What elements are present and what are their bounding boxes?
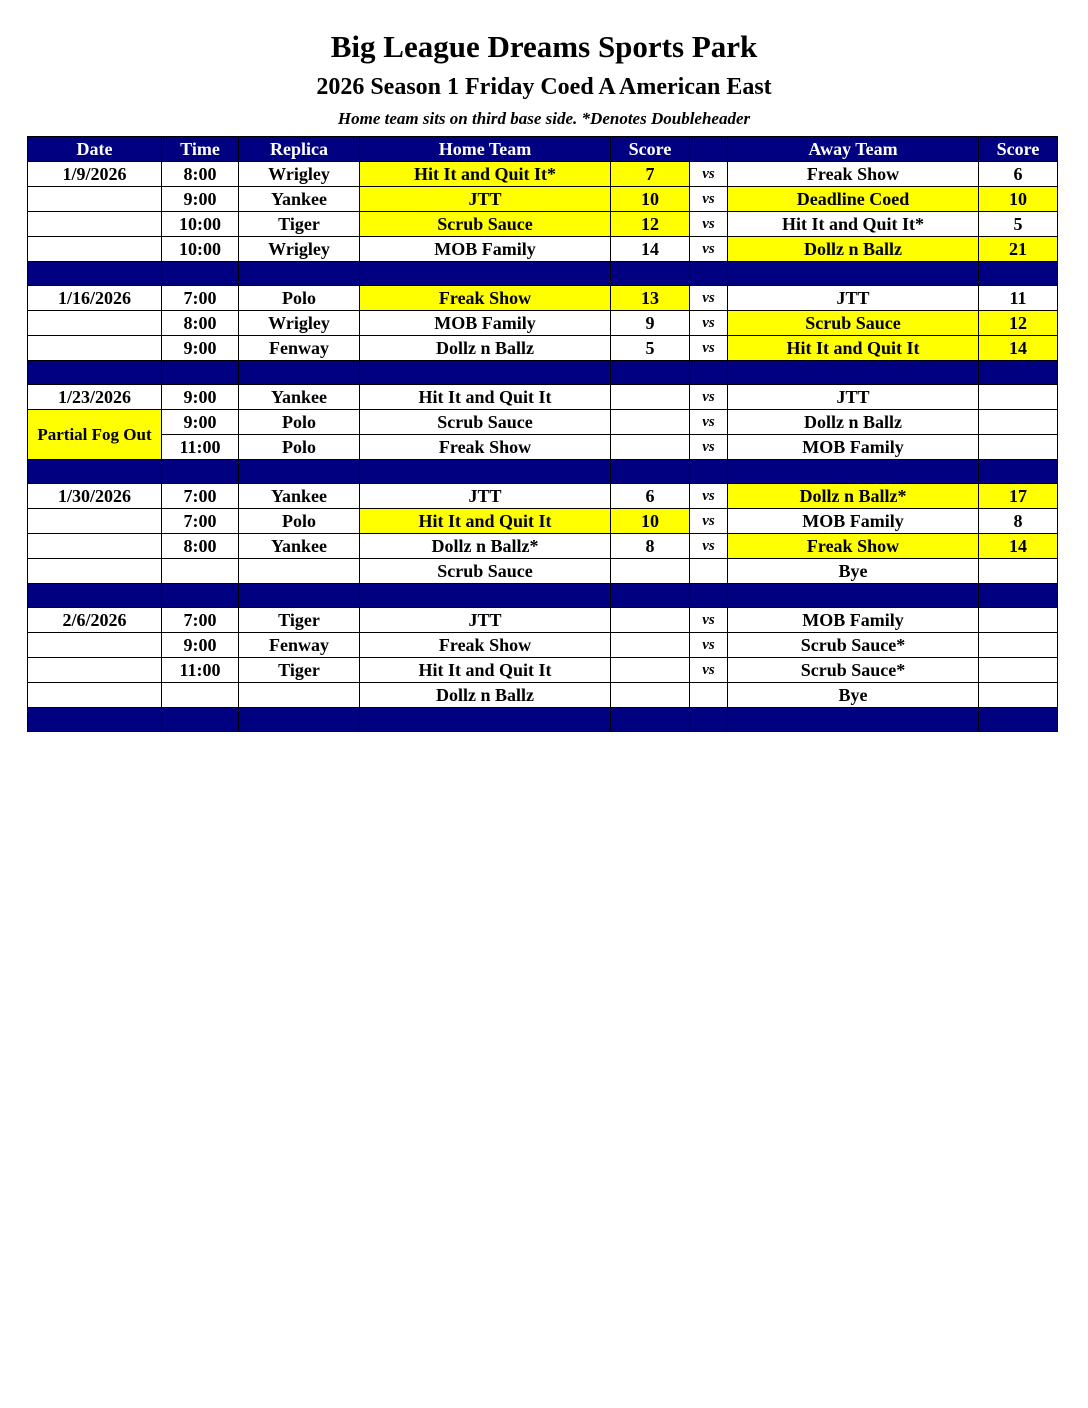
week-separator — [28, 708, 1058, 732]
schedule-subtitle: 2026 Season 1 Friday Coed A American East — [316, 74, 772, 100]
separator-cell — [360, 708, 611, 732]
separator-cell — [162, 708, 239, 732]
away-team: MOB Family — [728, 435, 979, 460]
separator-cell — [979, 361, 1058, 385]
separator-cell — [162, 460, 239, 484]
separator-cell — [28, 361, 162, 385]
home-score — [611, 633, 690, 658]
home-team: JTT — [360, 608, 611, 633]
week-separator — [28, 262, 1058, 286]
away-score — [979, 435, 1058, 460]
home-score: 9 — [611, 311, 690, 336]
game-row — [28, 559, 1058, 584]
game-time: 10:00 — [162, 212, 239, 237]
home-score: 14 — [611, 237, 690, 262]
game-date: 2/6/2026 — [28, 608, 162, 633]
separator-cell — [979, 584, 1058, 608]
game-time — [162, 559, 239, 584]
separator-cell — [360, 361, 611, 385]
home-score: 7 — [611, 162, 690, 187]
away-score: 14 — [979, 336, 1058, 361]
date-cell — [28, 187, 162, 212]
away-score: 14 — [979, 534, 1058, 559]
game-date: 1/30/2026 — [28, 484, 162, 509]
home-score — [611, 559, 690, 584]
week-separator — [28, 361, 1058, 385]
vs-label: vs — [690, 286, 728, 311]
field-replica: Tiger — [239, 608, 360, 633]
away-score — [979, 410, 1058, 435]
separator-cell — [690, 584, 728, 608]
game-time: 9:00 — [162, 336, 239, 361]
home-team: JTT — [360, 484, 611, 509]
field-replica: Polo — [239, 286, 360, 311]
away-team: Bye — [728, 559, 979, 584]
separator-cell — [728, 460, 979, 484]
game-date: 1/23/2026 — [28, 385, 162, 410]
separator-cell — [239, 361, 360, 385]
home-team: Freak Show — [360, 286, 611, 311]
field-replica: Tiger — [239, 212, 360, 237]
away-score: 5 — [979, 212, 1058, 237]
game-row — [28, 311, 1058, 336]
separator-cell — [690, 460, 728, 484]
away-team: JTT — [728, 385, 979, 410]
away-score: 21 — [979, 237, 1058, 262]
field-replica: Yankee — [239, 484, 360, 509]
separator-cell — [239, 708, 360, 732]
field-replica: Tiger — [239, 658, 360, 683]
away-team: Scrub Sauce* — [728, 633, 979, 658]
vs-label — [690, 559, 728, 584]
date-cell — [28, 336, 162, 361]
col-header-vs — [690, 137, 728, 162]
field-replica: Polo — [239, 435, 360, 460]
separator-cell — [162, 361, 239, 385]
separator-cell — [28, 460, 162, 484]
away-score: 17 — [979, 484, 1058, 509]
schedule-body — [28, 162, 1058, 732]
game-row — [28, 162, 1058, 187]
date-cell — [28, 311, 162, 336]
vs-label: vs — [690, 212, 728, 237]
home-score: 5 — [611, 336, 690, 361]
date-cell — [28, 658, 162, 683]
game-time: 8:00 — [162, 162, 239, 187]
game-time: 9:00 — [162, 633, 239, 658]
field-replica: Polo — [239, 410, 360, 435]
separator-cell — [611, 708, 690, 732]
col-header-away-score: Score — [979, 137, 1058, 162]
separator-cell — [979, 708, 1058, 732]
away-score: 6 — [979, 162, 1058, 187]
vs-label: vs — [690, 534, 728, 559]
away-team: Scrub Sauce* — [728, 658, 979, 683]
game-row — [28, 435, 1058, 460]
home-score: 10 — [611, 509, 690, 534]
game-time: 9:00 — [162, 187, 239, 212]
field-replica: Wrigley — [239, 311, 360, 336]
vs-label: vs — [690, 162, 728, 187]
home-team: Dollz n Ballz — [360, 683, 611, 708]
game-time: 11:00 — [162, 658, 239, 683]
home-team: Scrub Sauce — [360, 212, 611, 237]
away-team: Freak Show — [728, 162, 979, 187]
col-header-replica: Replica — [239, 137, 360, 162]
date-cell — [28, 534, 162, 559]
game-time: 9:00 — [162, 385, 239, 410]
game-time: 11:00 — [162, 435, 239, 460]
game-time: 8:00 — [162, 311, 239, 336]
home-team: Dollz n Ballz* — [360, 534, 611, 559]
field-replica: Wrigley — [239, 237, 360, 262]
away-score — [979, 608, 1058, 633]
away-team: Scrub Sauce — [728, 311, 979, 336]
vs-label: vs — [690, 410, 728, 435]
game-row — [28, 410, 1058, 435]
separator-cell — [728, 708, 979, 732]
home-team: MOB Family — [360, 237, 611, 262]
game-row — [28, 534, 1058, 559]
field-replica: Fenway — [239, 633, 360, 658]
away-team: JTT — [728, 286, 979, 311]
separator-cell — [239, 262, 360, 286]
separator-cell — [360, 460, 611, 484]
separator-cell — [162, 262, 239, 286]
field-replica: Wrigley — [239, 162, 360, 187]
home-score: 13 — [611, 286, 690, 311]
home-team: Hit It and Quit It — [360, 385, 611, 410]
home-score: 12 — [611, 212, 690, 237]
field-replica — [239, 683, 360, 708]
away-score: 11 — [979, 286, 1058, 311]
home-team: Scrub Sauce — [360, 559, 611, 584]
header-row — [28, 137, 1058, 162]
separator-cell — [360, 584, 611, 608]
home-team: Scrub Sauce — [360, 410, 611, 435]
away-team: Dollz n Ballz* — [728, 484, 979, 509]
field-replica — [239, 559, 360, 584]
away-team: Freak Show — [728, 534, 979, 559]
game-row — [28, 608, 1058, 633]
field-replica: Yankee — [239, 187, 360, 212]
away-score — [979, 633, 1058, 658]
week-separator — [28, 460, 1058, 484]
field-replica: Fenway — [239, 336, 360, 361]
vs-label: vs — [690, 509, 728, 534]
vs-label: vs — [690, 435, 728, 460]
date-cell — [28, 212, 162, 237]
field-replica: Yankee — [239, 534, 360, 559]
separator-cell — [611, 361, 690, 385]
col-header-home-team: Home Team — [360, 137, 611, 162]
game-row — [28, 212, 1058, 237]
vs-label: vs — [690, 187, 728, 212]
separator-cell — [728, 361, 979, 385]
vs-label: vs — [690, 311, 728, 336]
game-time: 7:00 — [162, 484, 239, 509]
separator-cell — [690, 262, 728, 286]
separator-cell — [611, 460, 690, 484]
away-team: Dollz n Ballz — [728, 237, 979, 262]
home-score — [611, 435, 690, 460]
away-score: 12 — [979, 311, 1058, 336]
home-team: Hit It and Quit It — [360, 658, 611, 683]
col-header-away-team: Away Team — [728, 137, 979, 162]
home-team: Hit It and Quit It* — [360, 162, 611, 187]
game-date: 1/9/2026 — [28, 162, 162, 187]
home-score: 6 — [611, 484, 690, 509]
home-score — [611, 385, 690, 410]
field-replica: Polo — [239, 509, 360, 534]
vs-label: vs — [690, 484, 728, 509]
game-time: 10:00 — [162, 237, 239, 262]
separator-cell — [728, 262, 979, 286]
away-team: Hit It and Quit It — [728, 336, 979, 361]
separator-cell — [611, 584, 690, 608]
vs-label: vs — [690, 633, 728, 658]
home-score — [611, 658, 690, 683]
home-score: 8 — [611, 534, 690, 559]
game-row — [28, 633, 1058, 658]
away-score: 10 — [979, 187, 1058, 212]
date-cell — [28, 559, 162, 584]
home-score — [611, 410, 690, 435]
separator-cell — [979, 460, 1058, 484]
vs-label: vs — [690, 658, 728, 683]
home-score — [611, 608, 690, 633]
home-team: Hit It and Quit It — [360, 509, 611, 534]
game-row — [28, 336, 1058, 361]
week-separator — [28, 584, 1058, 608]
schedule-note: Home team sits on third base side. *Denotes Doubleheader — [337, 109, 751, 128]
game-row — [28, 509, 1058, 534]
col-header-date: Date — [28, 137, 162, 162]
home-team: JTT — [360, 187, 611, 212]
separator-cell — [690, 361, 728, 385]
vs-label: vs — [690, 608, 728, 633]
game-time: 7:00 — [162, 286, 239, 311]
separator-cell — [162, 584, 239, 608]
separator-cell — [728, 584, 979, 608]
away-team: Bye — [728, 683, 979, 708]
separator-cell — [239, 460, 360, 484]
vs-label: vs — [690, 385, 728, 410]
separator-cell — [979, 262, 1058, 286]
game-row — [28, 658, 1058, 683]
home-team: Dollz n Ballz — [360, 336, 611, 361]
away-team: MOB Family — [728, 608, 979, 633]
home-score — [611, 683, 690, 708]
game-row — [28, 484, 1058, 509]
game-time: 8:00 — [162, 534, 239, 559]
away-team: Deadline Coed — [728, 187, 979, 212]
away-score — [979, 658, 1058, 683]
game-time — [162, 683, 239, 708]
away-team: Dollz n Ballz — [728, 410, 979, 435]
home-score: 10 — [611, 187, 690, 212]
date-cell — [28, 237, 162, 262]
game-date: 1/16/2026 — [28, 286, 162, 311]
game-row — [28, 286, 1058, 311]
away-score: 8 — [979, 509, 1058, 534]
date-cell — [28, 633, 162, 658]
away-score — [979, 559, 1058, 584]
home-team: Freak Show — [360, 435, 611, 460]
vs-label — [690, 683, 728, 708]
home-team: Freak Show — [360, 633, 611, 658]
separator-cell — [28, 708, 162, 732]
vs-label: vs — [690, 336, 728, 361]
page-title: Big League Dreams Sports Park — [330, 29, 758, 64]
separator-cell — [28, 262, 162, 286]
away-team: Hit It and Quit It* — [728, 212, 979, 237]
game-row — [28, 385, 1058, 410]
away-score — [979, 683, 1058, 708]
game-row — [28, 237, 1058, 262]
schedule-table — [27, 136, 1058, 732]
away-team: MOB Family — [728, 509, 979, 534]
col-header-time: Time — [162, 137, 239, 162]
separator-cell — [690, 708, 728, 732]
separator-cell — [611, 262, 690, 286]
separator-cell — [28, 584, 162, 608]
game-time: 7:00 — [162, 608, 239, 633]
game-row — [28, 683, 1058, 708]
col-header-home-score: Score — [611, 137, 690, 162]
away-score — [979, 385, 1058, 410]
separator-cell — [360, 262, 611, 286]
date-note: Partial Fog Out — [28, 410, 162, 460]
game-row — [28, 187, 1058, 212]
home-team: MOB Family — [360, 311, 611, 336]
game-time: 9:00 — [162, 410, 239, 435]
game-time: 7:00 — [162, 509, 239, 534]
vs-label: vs — [690, 237, 728, 262]
date-cell — [28, 509, 162, 534]
separator-cell — [239, 584, 360, 608]
date-cell — [28, 683, 162, 708]
field-replica: Yankee — [239, 385, 360, 410]
